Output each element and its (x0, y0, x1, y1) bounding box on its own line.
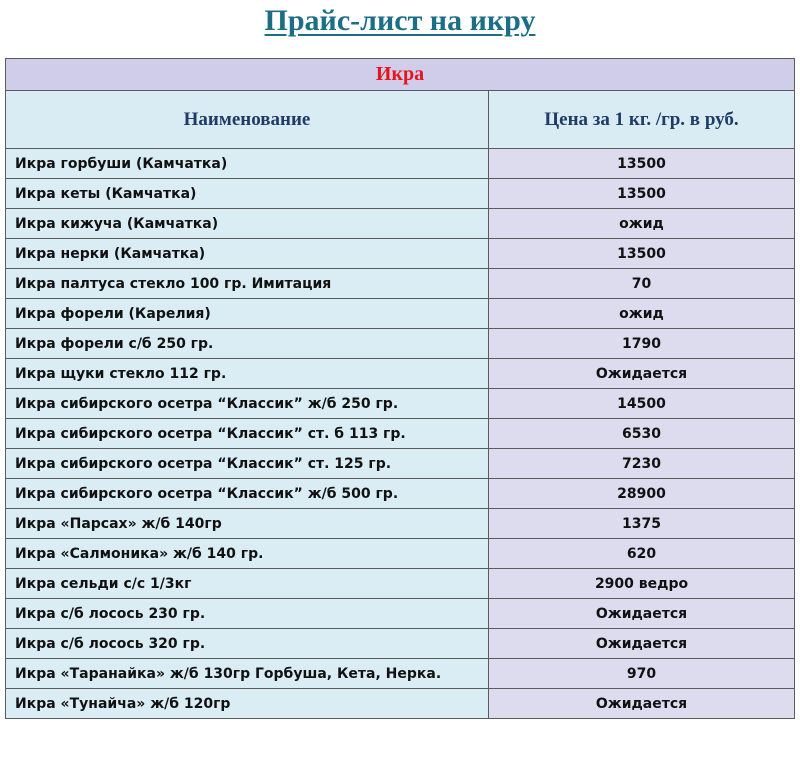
page-title: Прайс-лист на икру (264, 4, 536, 37)
product-name-cell: Икра кеты (Камчатка) (6, 179, 489, 209)
product-price-cell: ожид (489, 299, 795, 329)
table-row (6, 239, 795, 269)
product-name-cell: Икра сибирского осетра “Классик” ст. 125 гр. (6, 449, 489, 479)
product-name-cell: Икра «Тунайча» ж/б 120гр (6, 689, 489, 719)
table-row (6, 149, 795, 179)
table-row (6, 479, 795, 509)
product-price-cell: Ожидается (489, 359, 795, 389)
table-row (6, 449, 795, 479)
product-name-cell: Икра нерки (Камчатка) (6, 239, 489, 269)
column-header-price: Цена за 1 кг. /гр. в руб. (489, 91, 795, 149)
table-row (6, 569, 795, 599)
product-price-cell: 13500 (489, 179, 795, 209)
product-price-cell: 620 (489, 539, 795, 569)
section-title: Икра (6, 59, 795, 91)
product-name-cell: Икра сибирского осетра “Классик” ж/б 250 гр. (6, 389, 489, 419)
column-header-row (6, 91, 795, 149)
table-row (6, 179, 795, 209)
product-name-cell: Икра «Таранайка» ж/б 130гр Горбуша, Кета, Нерка. (6, 659, 489, 689)
table-row (6, 329, 795, 359)
product-price-cell: 1790 (489, 329, 795, 359)
product-price-cell: 2900 ведро (489, 569, 795, 599)
product-name-cell: Икра сибирского осетра “Классик” ст. б 113 гр. (6, 419, 489, 449)
product-price-cell: 7230 (489, 449, 795, 479)
product-name-cell: Икра кижуча (Камчатка) (6, 209, 489, 239)
product-price-cell: 13500 (489, 149, 795, 179)
product-name-cell: Икра форели с/б 250 гр. (6, 329, 489, 359)
table-row (6, 599, 795, 629)
product-name-cell: Икра палтуса стекло 100 гр. Имитация (6, 269, 489, 299)
product-price-cell: Ожидается (489, 599, 795, 629)
table-row (6, 359, 795, 389)
table-row (6, 629, 795, 659)
product-name-cell: Икра щуки стекло 112 гр. (6, 359, 489, 389)
product-price-cell: 1375 (489, 509, 795, 539)
product-name-cell: Икра форели (Карелия) (6, 299, 489, 329)
table-row (6, 419, 795, 449)
product-price-cell: 13500 (489, 239, 795, 269)
table-row (6, 509, 795, 539)
product-name-cell: Икра «Салмоника» ж/б 140 гр. (6, 539, 489, 569)
price-table (5, 58, 795, 719)
product-price-cell: 970 (489, 659, 795, 689)
product-name-cell: Икра с/б лосось 230 гр. (6, 599, 489, 629)
product-price-cell: ожид (489, 209, 795, 239)
table-row (6, 209, 795, 239)
product-name-cell: Икра горбуши (Камчатка) (6, 149, 489, 179)
product-price-cell: 6530 (489, 419, 795, 449)
product-price-cell: Ожидается (489, 689, 795, 719)
product-price-cell: 70 (489, 269, 795, 299)
table-row (6, 389, 795, 419)
product-name-cell: Икра «Парсах» ж/б 140гр (6, 509, 489, 539)
table-row (6, 299, 795, 329)
product-name-cell: Икра с/б лосось 320 гр. (6, 629, 489, 659)
product-name-cell: Икра сибирского осетра “Классик” ж/б 500 гр. (6, 479, 489, 509)
table-row (6, 269, 795, 299)
column-header-name: Наименование (6, 91, 489, 149)
product-price-cell: 28900 (489, 479, 795, 509)
section-header-row (6, 59, 795, 91)
product-price-cell: 14500 (489, 389, 795, 419)
product-price-cell: Ожидается (489, 629, 795, 659)
table-row (6, 539, 795, 569)
table-row (6, 659, 795, 689)
product-name-cell: Икра сельди с/с 1/3кг (6, 569, 489, 599)
table-row (6, 689, 795, 719)
